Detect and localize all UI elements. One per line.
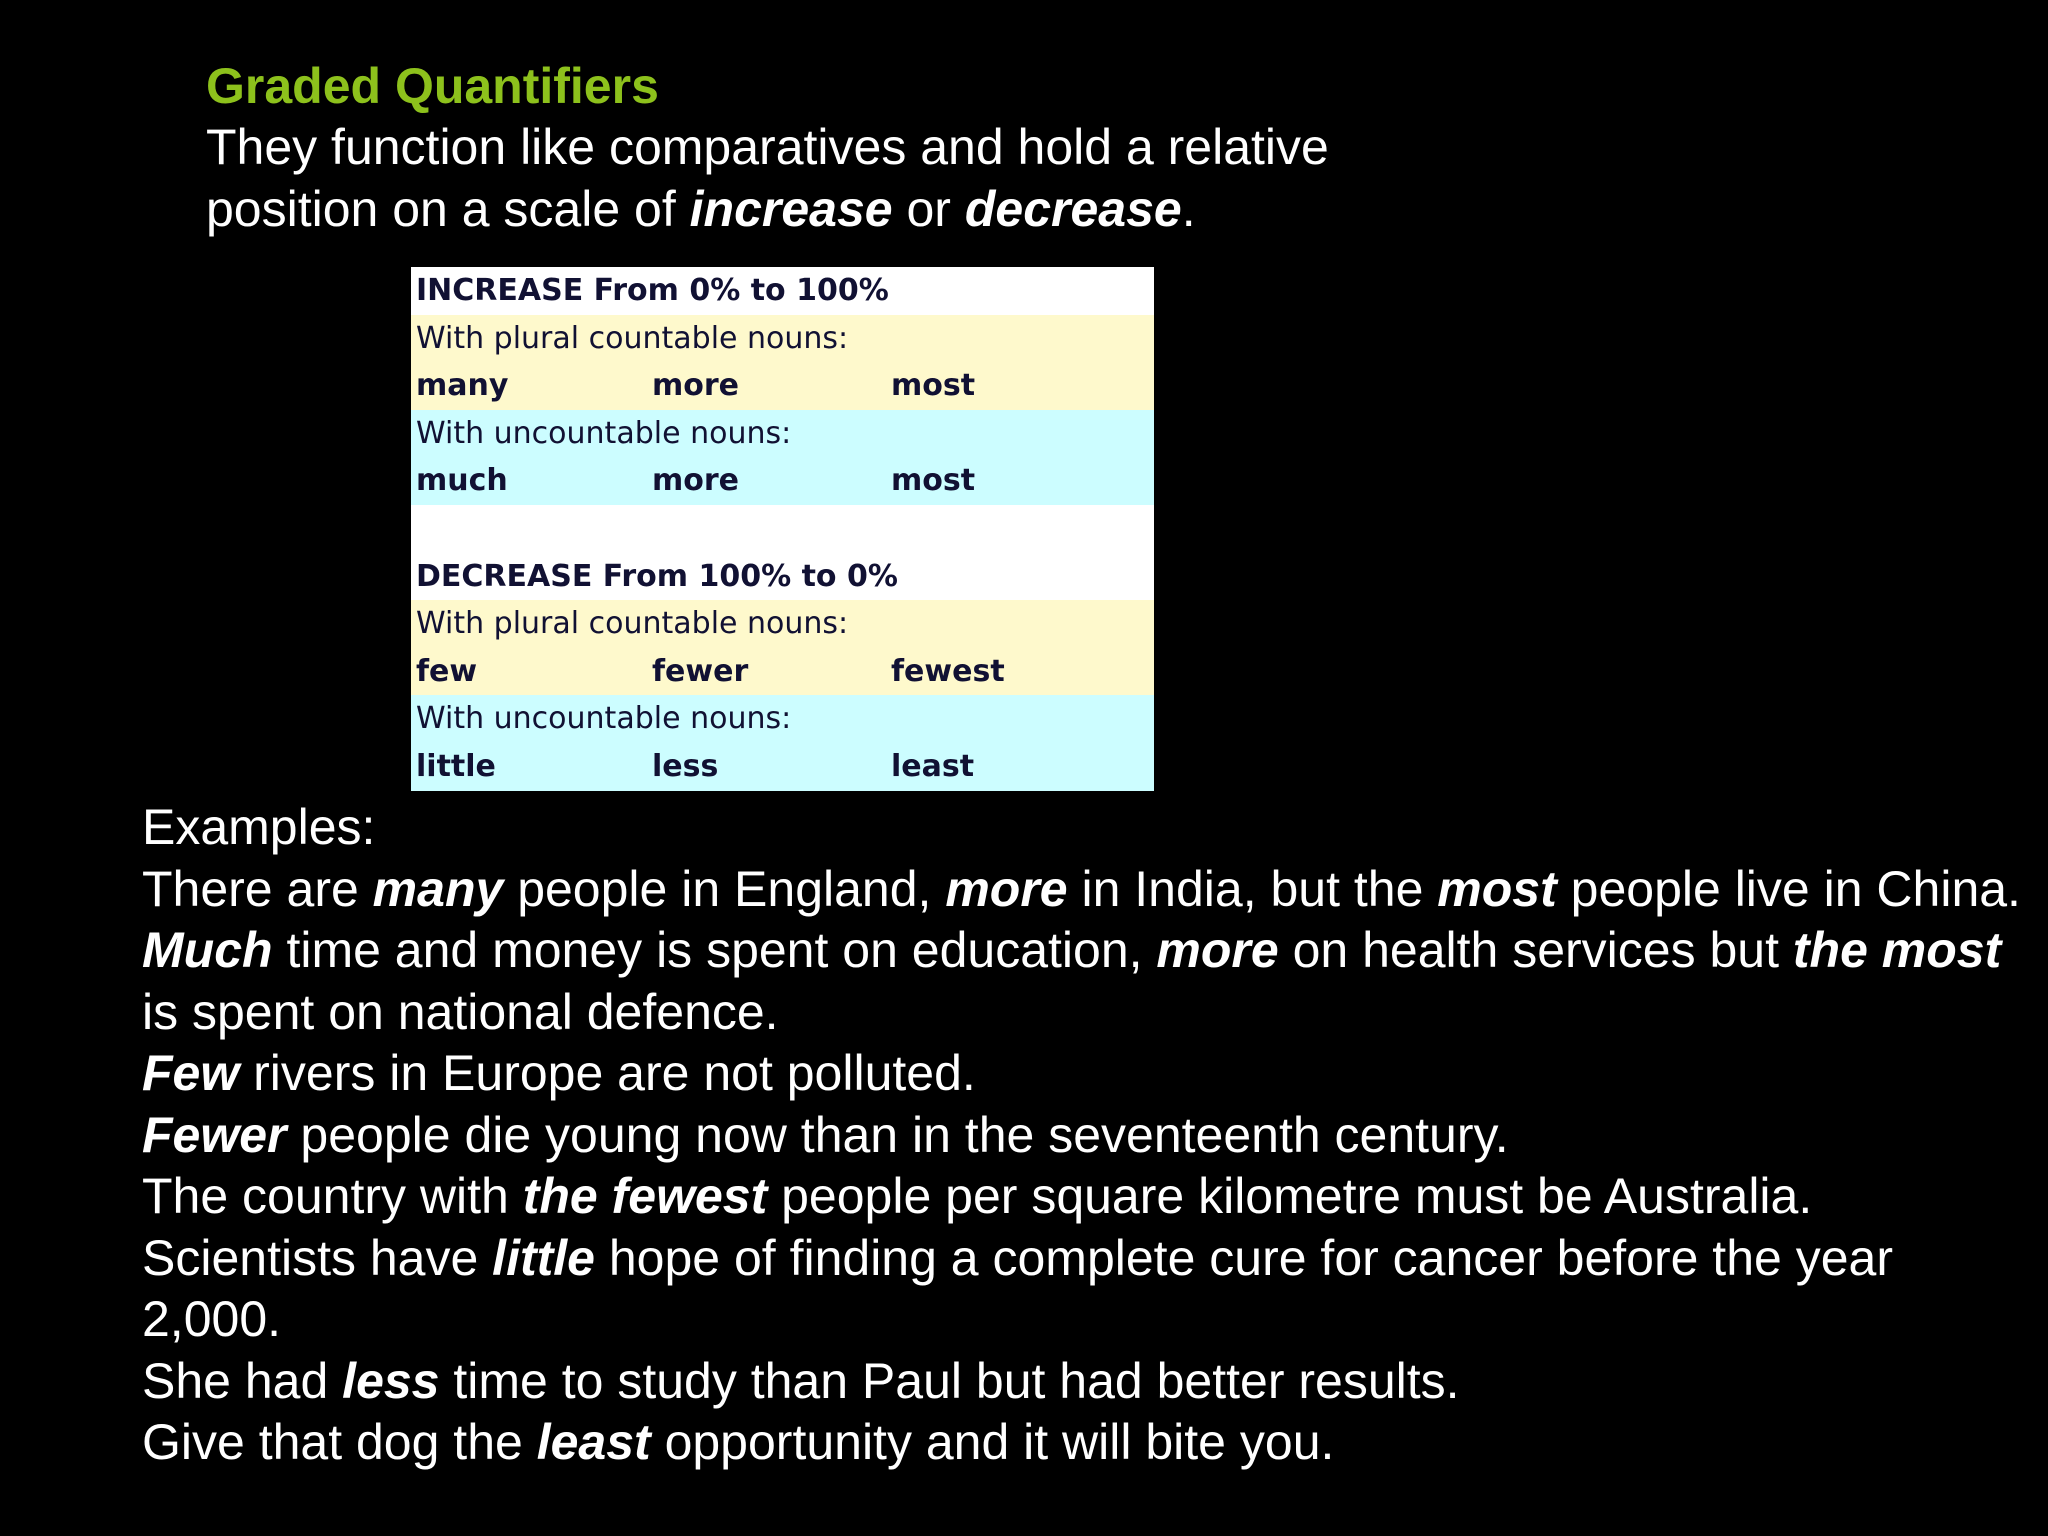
example-text: There are	[142, 860, 373, 917]
example-text: Give that dog the	[142, 1414, 537, 1470]
examples-heading: Examples:	[142, 799, 376, 855]
example-text: rivers in Europe are not polluted.	[239, 1045, 976, 1101]
example-sentence	[142, 1228, 2022, 1351]
decrease-uncountable-row	[411, 743, 1154, 791]
example-text: people live in China.	[1556, 860, 2021, 917]
emphasis-increase: increase	[689, 181, 893, 237]
example-emphasis: more	[1156, 922, 1279, 978]
example-sentence	[142, 1043, 2022, 1105]
intro-text	[206, 116, 1506, 240]
quantifier-cell: most	[891, 463, 976, 499]
quantifier-cell: much	[416, 463, 508, 499]
example-text: is spent on national defence.	[142, 983, 779, 1040]
quantifier-cell: most	[891, 368, 976, 404]
example-emphasis: little	[492, 1229, 595, 1286]
quantifier-cell: least	[891, 748, 975, 784]
example-emphasis: least	[536, 1414, 651, 1470]
example-emphasis: Much	[142, 922, 273, 978]
quantifier-cell: more	[652, 463, 740, 499]
example-text: time to study than Paul but had better results.	[439, 1352, 1460, 1409]
increase-uncountable-note: With uncountable nouns:	[411, 410, 1154, 458]
example-text: time and money is spent on education,	[272, 922, 1157, 978]
example-text: on health services but	[1278, 922, 1793, 978]
quantifier-cell: many	[416, 368, 509, 404]
example-sentence	[142, 1412, 2022, 1474]
decrease-header: DECREASE From 100% to 0%	[411, 553, 1154, 601]
examples-block	[142, 797, 2022, 1474]
quantifier-cell: more	[652, 368, 740, 404]
example-emphasis: Few	[142, 1045, 240, 1101]
example-emphasis: most	[1437, 860, 1557, 917]
example-text: people per square kilometre must be Australia.	[767, 1168, 1813, 1224]
quantifier-cell: little	[416, 748, 496, 784]
example-sentence	[142, 1166, 2022, 1228]
example-text: people die young now than in the seventeenth century.	[286, 1106, 1509, 1163]
intro-text-or: or	[892, 181, 965, 237]
intro-line-2	[206, 178, 1506, 240]
example-sentence	[142, 920, 2022, 1043]
example-emphasis: the fewest	[522, 1168, 768, 1224]
emphasis-decrease: decrease	[964, 181, 1182, 237]
intro-period: .	[1181, 181, 1196, 237]
quantifier-cell: fewest	[891, 653, 1005, 689]
example-emphasis: less	[342, 1352, 440, 1409]
intro-text-a: position on a scale of	[206, 181, 690, 237]
decrease-plural-note: With plural countable nouns:	[411, 600, 1154, 648]
quantifier-cell: fewer	[652, 653, 749, 689]
example-emphasis: more	[945, 860, 1068, 917]
increase-plural-note: With plural countable nouns:	[411, 315, 1154, 363]
increase-plural-row	[411, 362, 1154, 410]
increase-header: INCREASE From 0% to 100%	[411, 267, 1154, 315]
decrease-plural-row	[411, 648, 1154, 696]
example-text: people in England,	[503, 860, 946, 917]
example-text: in India, but the	[1067, 860, 1438, 917]
quantifier-cell: few	[416, 653, 478, 689]
example-text: hope of finding a complete cure for cancer before the year 2,000.	[142, 1229, 1893, 1347]
decrease-uncountable-note: With uncountable nouns:	[411, 695, 1154, 743]
increase-uncountable-row	[411, 457, 1154, 505]
example-text: She had	[142, 1352, 343, 1409]
example-text: Scientists have	[142, 1229, 493, 1286]
table-spacer	[411, 505, 1154, 553]
slide-title: Graded Quantifiers	[206, 58, 659, 114]
intro-line-1: They function like comparatives and hold a relative	[206, 119, 1329, 175]
quantifier-table	[411, 267, 1154, 788]
example-text: The country with	[142, 1168, 523, 1224]
example-emphasis: many	[372, 860, 504, 917]
example-emphasis: the most	[1792, 922, 2002, 978]
example-sentence	[142, 1351, 2022, 1413]
example-sentence	[142, 859, 2022, 921]
quantifier-cell: less	[652, 748, 719, 784]
example-emphasis: Fewer	[142, 1106, 287, 1163]
example-text: opportunity and it will bite you.	[650, 1414, 1335, 1470]
example-sentence	[142, 1105, 2022, 1167]
